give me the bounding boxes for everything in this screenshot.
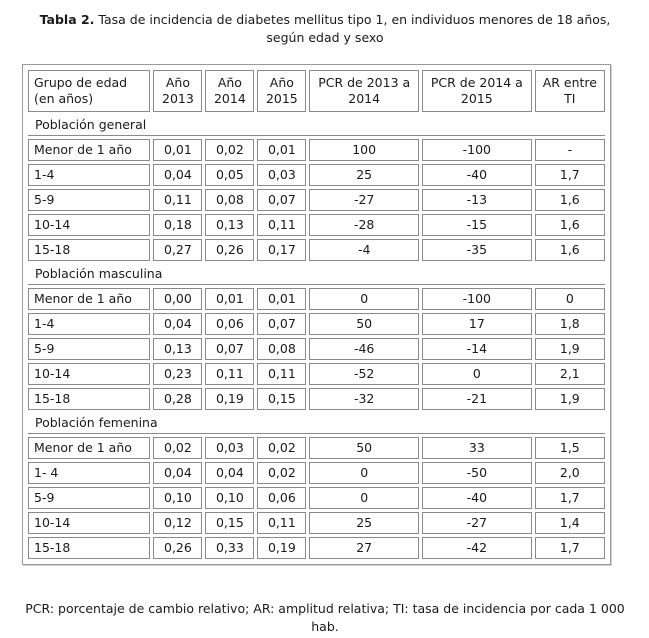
table-row: [28, 388, 605, 410]
header-row: [28, 70, 605, 112]
cell-y2015: 0,06: [257, 487, 306, 509]
header-group: Grupo de edad (en años): [28, 70, 150, 112]
cell-pcr1: -4: [309, 239, 419, 261]
cell-y2015: 0,11: [257, 363, 306, 385]
cell-y2014: 0,03: [205, 437, 254, 459]
cell-pcr2: -13: [422, 189, 532, 211]
section-row: [28, 264, 605, 285]
cell-ar: 1,6: [535, 189, 605, 211]
table-footnote: PCR: porcentaje de cambio relativo; AR: amplitud relativa; TI: tasa de incidencia por cada 1 000 hab.: [25, 601, 625, 634]
cell-y2013: 0,28: [153, 388, 202, 410]
cell-y2014: 0,26: [205, 239, 254, 261]
cell-y2015: 0,02: [257, 437, 306, 459]
cell-y2015: 0,19: [257, 537, 306, 559]
cell-pcr2: -50: [422, 462, 532, 484]
cell-ar: 2,1: [535, 363, 605, 385]
cell-pcr1: 50: [309, 313, 419, 335]
header-2013: Año 2013: [153, 70, 202, 112]
cell-ar: 1,7: [535, 487, 605, 509]
cell-y2015: 0,11: [257, 214, 306, 236]
cell-group: 5-9: [28, 338, 150, 360]
cell-y2014: 0,05: [205, 164, 254, 186]
cell-y2015: 0,15: [257, 388, 306, 410]
cell-pcr2: -27: [422, 512, 532, 534]
cell-group: 15-18: [28, 537, 150, 559]
cell-group: Menor de 1 año: [28, 437, 150, 459]
cell-group: Menor de 1 año: [28, 139, 150, 161]
cell-ar: 1,5: [535, 437, 605, 459]
cell-pcr2: 33: [422, 437, 532, 459]
cell-pcr2: -21: [422, 388, 532, 410]
cell-y2015: 0,07: [257, 189, 306, 211]
cell-pcr1: 25: [309, 512, 419, 534]
cell-y2013: 0,23: [153, 363, 202, 385]
table-caption: [20, 11, 630, 47]
header-pcr-2014-2015: PCR de 2014 a 2015: [422, 70, 532, 112]
cell-ar: 1,9: [535, 338, 605, 360]
header-pcr-2013-2014: PCR de 2013 a 2014: [309, 70, 419, 112]
cell-pcr1: 0: [309, 462, 419, 484]
incidence-table: [25, 67, 608, 562]
cell-group: 10-14: [28, 363, 150, 385]
cell-pcr1: 25: [309, 164, 419, 186]
table-row: [28, 164, 605, 186]
cell-group: 1-4: [28, 313, 150, 335]
cell-ar: 0: [535, 288, 605, 310]
cell-pcr2: -14: [422, 338, 532, 360]
cell-y2013: 0,26: [153, 537, 202, 559]
cell-y2013: 0,01: [153, 139, 202, 161]
cell-ar: 1,6: [535, 214, 605, 236]
cell-y2013: 0,18: [153, 214, 202, 236]
section-row: [28, 413, 605, 434]
table-row: [28, 363, 605, 385]
cell-y2013: 0,11: [153, 189, 202, 211]
section-title: Población masculina: [28, 264, 605, 285]
cell-y2013: 0,00: [153, 288, 202, 310]
cell-y2014: 0,11: [205, 363, 254, 385]
cell-pcr2: -40: [422, 164, 532, 186]
table-row: [28, 214, 605, 236]
cell-y2015: 0,07: [257, 313, 306, 335]
cell-pcr1: 0: [309, 288, 419, 310]
cell-ar: 1,7: [535, 537, 605, 559]
cell-y2014: 0,04: [205, 462, 254, 484]
cell-pcr2: -100: [422, 139, 532, 161]
cell-y2013: 0,12: [153, 512, 202, 534]
cell-pcr2: -42: [422, 537, 532, 559]
cell-group: 15-18: [28, 388, 150, 410]
cell-y2014: 0,13: [205, 214, 254, 236]
cell-y2015: 0,02: [257, 462, 306, 484]
cell-y2014: 0,08: [205, 189, 254, 211]
cell-y2015: 0,01: [257, 288, 306, 310]
cell-y2013: 0,13: [153, 338, 202, 360]
table-frame: [22, 64, 611, 565]
cell-ar: 1,4: [535, 512, 605, 534]
table-row: [28, 338, 605, 360]
cell-group: 10-14: [28, 214, 150, 236]
cell-y2013: 0,27: [153, 239, 202, 261]
cell-pcr1: -52: [309, 363, 419, 385]
cell-y2013: 0,10: [153, 487, 202, 509]
cell-y2014: 0,10: [205, 487, 254, 509]
cell-group: 5-9: [28, 189, 150, 211]
cell-ar: -: [535, 139, 605, 161]
cell-pcr2: -35: [422, 239, 532, 261]
table-row: [28, 313, 605, 335]
cell-y2013: 0,04: [153, 462, 202, 484]
cell-y2015: 0,01: [257, 139, 306, 161]
table-row: [28, 537, 605, 559]
cell-group: 1-4: [28, 164, 150, 186]
cell-y2015: 0,17: [257, 239, 306, 261]
table-row: [28, 189, 605, 211]
section-title: Población femenina: [28, 413, 605, 434]
header-2015: Año 2015: [257, 70, 306, 112]
cell-y2014: 0,19: [205, 388, 254, 410]
cell-pcr1: 27: [309, 537, 419, 559]
cell-y2015: 0,11: [257, 512, 306, 534]
header-ar: AR entre TI: [535, 70, 605, 112]
caption-text: Tasa de incidencia de diabetes mellitus tipo 1, en individuos menores de 18 años, según edad y sexo: [98, 12, 611, 45]
cell-pcr1: 100: [309, 139, 419, 161]
cell-y2015: 0,08: [257, 338, 306, 360]
cell-group: 5-9: [28, 487, 150, 509]
cell-y2014: 0,07: [205, 338, 254, 360]
section-title: Población general: [28, 115, 605, 136]
cell-pcr1: -32: [309, 388, 419, 410]
cell-pcr2: 17: [422, 313, 532, 335]
cell-y2013: 0,04: [153, 164, 202, 186]
cell-ar: 1,7: [535, 164, 605, 186]
cell-ar: 1,8: [535, 313, 605, 335]
cell-ar: 2,0: [535, 462, 605, 484]
cell-group: Menor de 1 año: [28, 288, 150, 310]
cell-pcr1: 0: [309, 487, 419, 509]
cell-pcr2: -100: [422, 288, 532, 310]
table-row: [28, 288, 605, 310]
table-row: [28, 437, 605, 459]
cell-y2014: 0,02: [205, 139, 254, 161]
caption-label: Tabla 2.: [39, 12, 95, 27]
cell-ar: 1,6: [535, 239, 605, 261]
cell-pcr1: -27: [309, 189, 419, 211]
cell-y2013: 0,04: [153, 313, 202, 335]
cell-pcr1: -46: [309, 338, 419, 360]
table-row: [28, 462, 605, 484]
cell-y2015: 0,03: [257, 164, 306, 186]
cell-y2013: 0,02: [153, 437, 202, 459]
cell-pcr1: -28: [309, 214, 419, 236]
cell-group: 1- 4: [28, 462, 150, 484]
cell-y2014: 0,33: [205, 537, 254, 559]
cell-pcr2: 0: [422, 363, 532, 385]
cell-group: 10-14: [28, 512, 150, 534]
cell-y2014: 0,01: [205, 288, 254, 310]
section-row: [28, 115, 605, 136]
cell-group: 15-18: [28, 239, 150, 261]
cell-ar: 1,9: [535, 388, 605, 410]
cell-pcr2: -15: [422, 214, 532, 236]
table-row: [28, 239, 605, 261]
cell-pcr1: 50: [309, 437, 419, 459]
table-row: [28, 512, 605, 534]
cell-pcr2: -40: [422, 487, 532, 509]
cell-y2014: 0,06: [205, 313, 254, 335]
cell-y2014: 0,15: [205, 512, 254, 534]
table-row: [28, 139, 605, 161]
table-row: [28, 487, 605, 509]
header-2014: Año 2014: [205, 70, 254, 112]
